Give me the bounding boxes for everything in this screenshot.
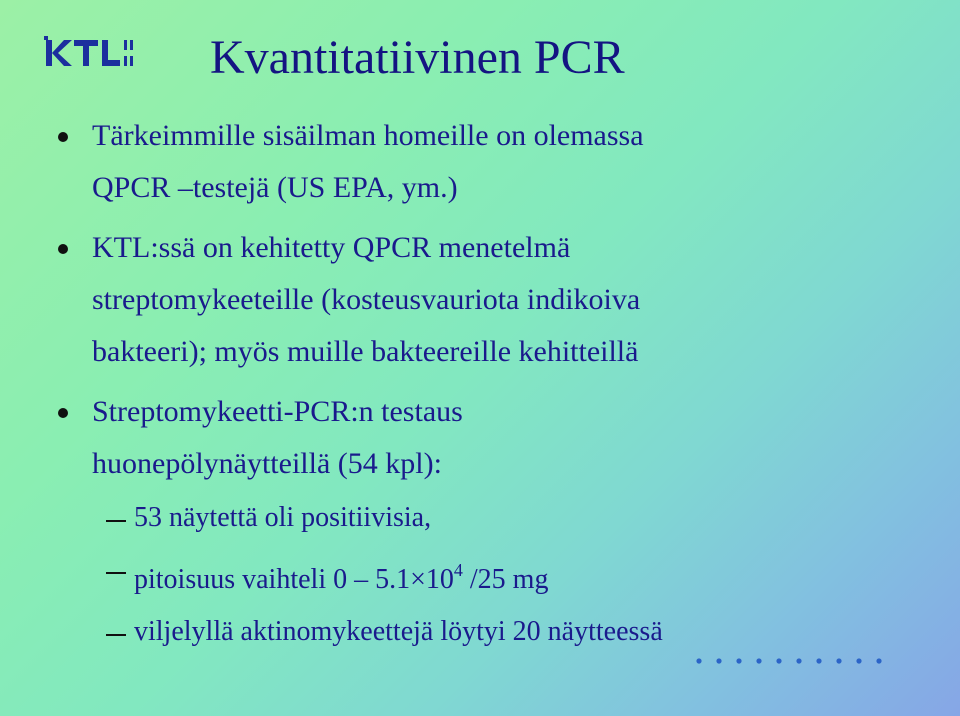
ktl-logo [44,36,140,70]
sub-item [58,606,928,658]
bullet-line: QPCR –testejä (US EPA, ym.) [92,171,458,204]
bullet-line: KTL:ssä on kehitetty QPCR menetelmä [92,231,571,264]
sub-item-text: /25 mg [462,564,549,595]
bullet-line: streptomykeeteille (kosteusvauriota indikoiva [92,283,641,316]
bullet-dot-icon [58,132,68,142]
slide-body [58,110,928,658]
slide-title: Kvantitatiivinen PCR [210,31,625,84]
sub-item-text: 53 näytettä oli positiivisia, [134,502,432,533]
sub-item [58,492,928,544]
exponent: 4 [453,560,463,580]
sub-item [58,544,928,606]
bullet-item [58,222,928,378]
dash-icon [106,520,126,522]
sub-item-text: viljelyllä aktinomykeettejä löytyi 20 näytteessä [134,616,663,647]
sub-item-text: pitoisuus vaihteli 0 – 5.1×10 [134,564,454,595]
bullet-line: bakteeri); myös muille bakteereille kehitteillä [92,335,639,368]
bullet-dot-icon [58,408,68,418]
dash-icon [106,572,126,574]
bullet-line: Tärkeimmille sisäilman homeille on olemassa [92,119,644,152]
bullet-item [58,110,928,214]
decorative-dots [694,656,884,666]
bullet-line: Streptomykeetti-PCR:n testaus [92,395,463,428]
bullet-dot-icon [58,244,68,254]
bullet-line: huonepölynäytteillä (54 kpl): [92,447,442,480]
dash-icon [106,634,126,636]
bullet-item [58,386,928,490]
